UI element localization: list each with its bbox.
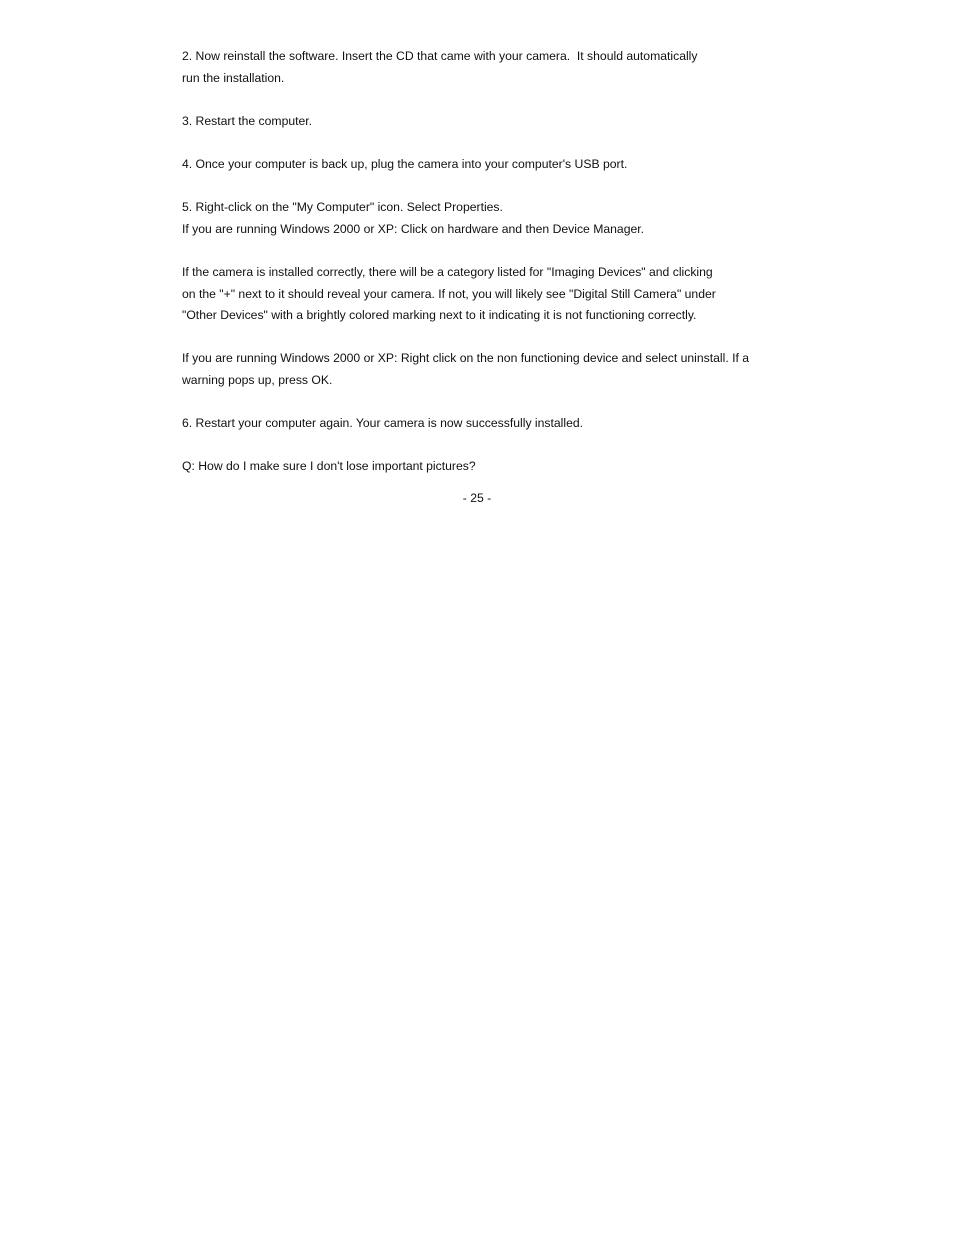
step-2-paragraph: [182, 46, 782, 89]
uninstall-paragraph: [182, 348, 782, 391]
text-line: If you are running Windows 2000 or XP: Click on hardware and then Device Manager.: [182, 221, 645, 236]
text-line: 5. Right-click on the "My Computer" icon. Select Properties.: [182, 200, 503, 215]
step-3-paragraph: [182, 111, 782, 133]
text-line: If the camera is installed correctly, there will be a category listed for "Imaging Devices" and clicking: [182, 264, 713, 279]
text-line: If you are running Windows 2000 or XP: Right click on the non functioning device and select uninstall. If a: [182, 351, 750, 366]
text-line: warning pops up, press OK.: [182, 372, 333, 387]
text-line: 3. Restart the computer.: [182, 113, 313, 128]
step-5-paragraph: [182, 197, 782, 240]
text-line: "Other Devices" with a brightly colored marking next to it indicating it is not functioning correctly.: [182, 308, 697, 323]
text-line: on the "+" next to it should reveal your camera. If not, you will likely see "Digital Still Camera" under: [182, 286, 716, 301]
text-line: 2. Now reinstall the software. Insert the CD that came with your camera. It should automatically: [182, 49, 698, 63]
text-line: run the installation.: [182, 70, 285, 85]
step-6-paragraph: [182, 413, 782, 435]
imaging-devices-paragraph: [182, 262, 782, 327]
step-4-paragraph: [182, 154, 782, 176]
text-line: 6. Restart your computer again. Your camera is now successfully installed.: [182, 416, 584, 431]
document-body: [182, 46, 782, 478]
text-line: 4. Once your computer is back up, plug the camera into your computer's USB port.: [182, 156, 628, 171]
page-number: - 25 -: [462, 491, 492, 505]
text-line: Q: How do I make sure I don't lose important pictures?: [182, 459, 476, 474]
question-paragraph: [182, 456, 782, 478]
